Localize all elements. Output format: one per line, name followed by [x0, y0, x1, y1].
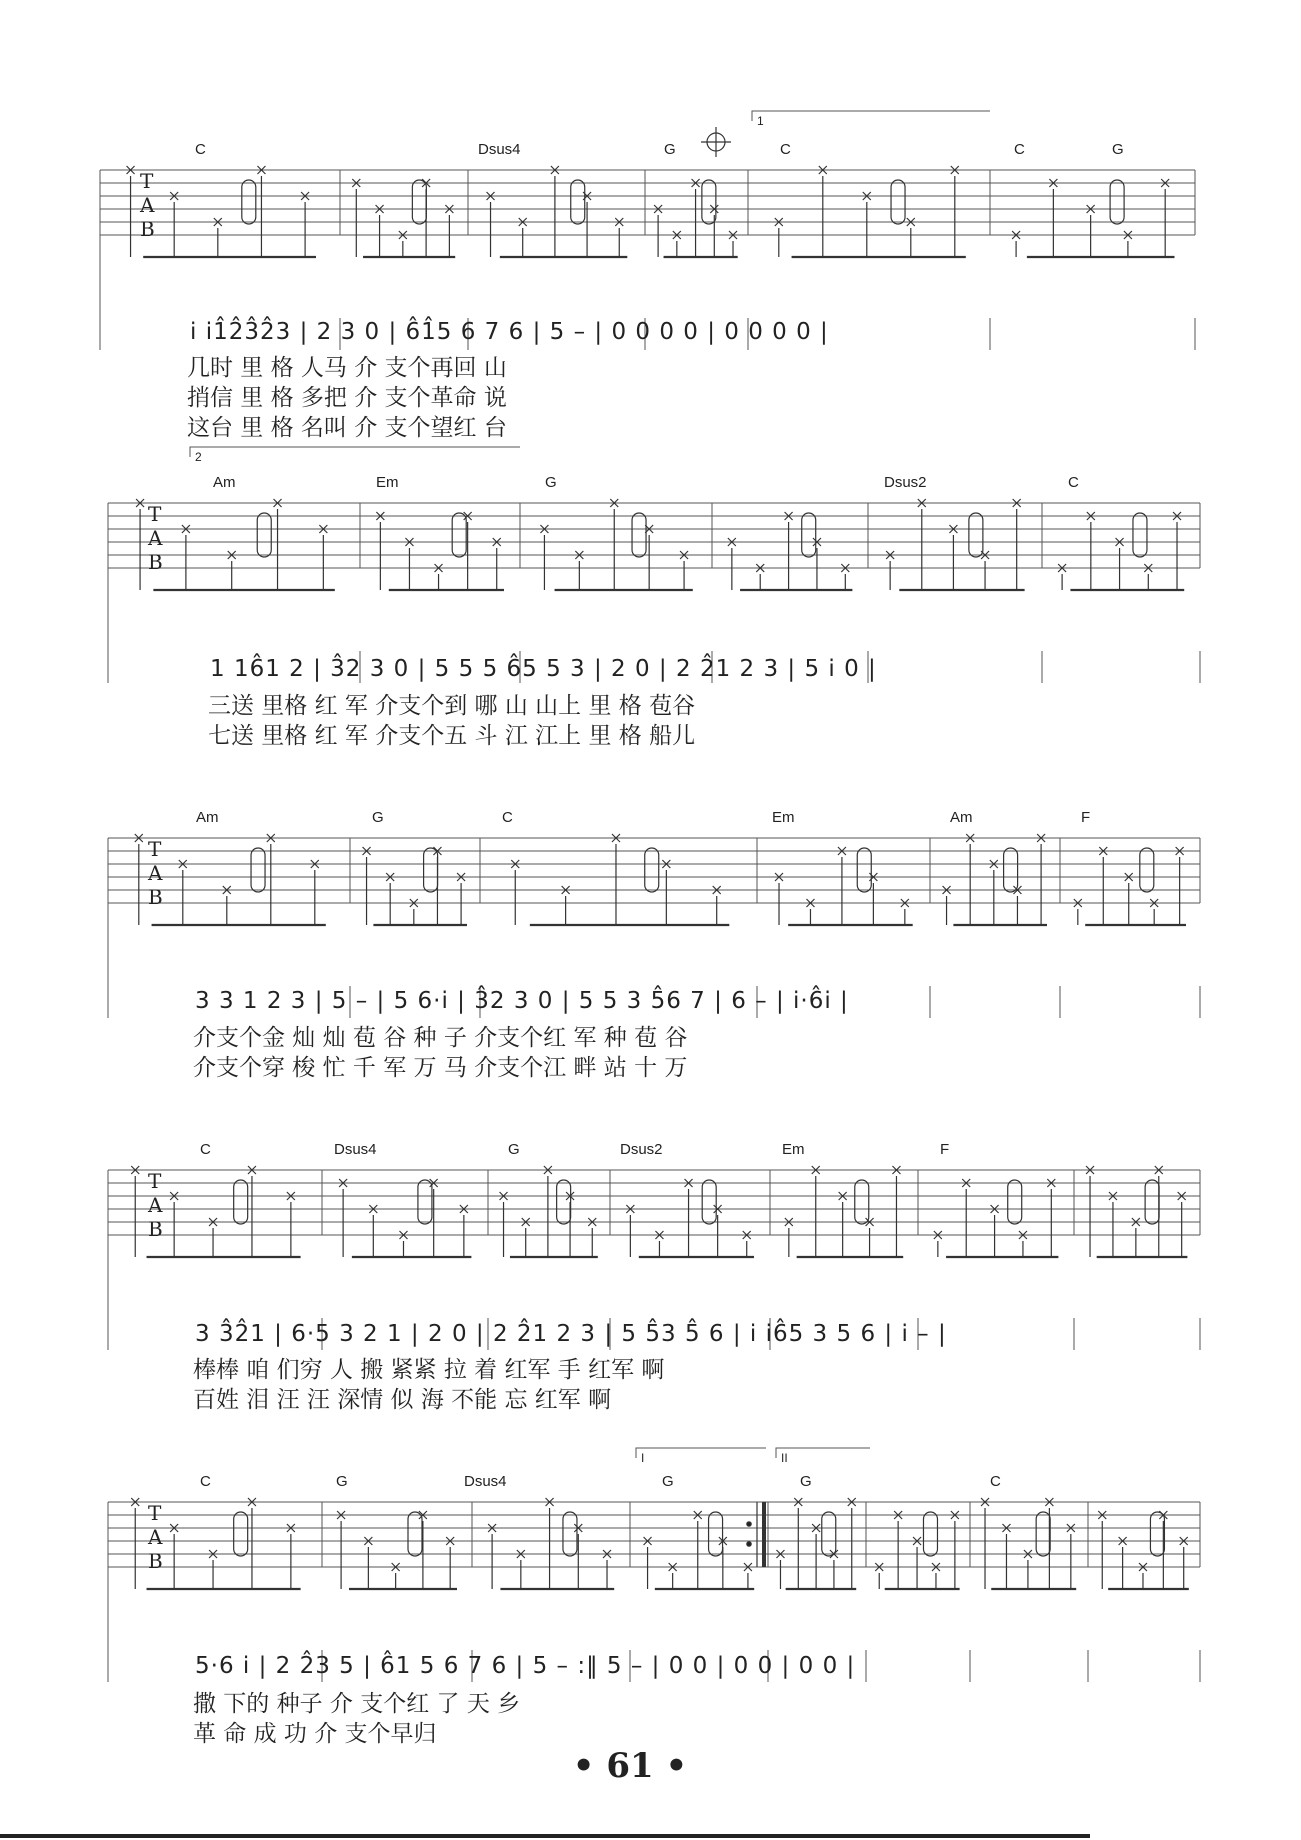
chord-name: C — [200, 1473, 211, 1490]
chord-name: Dsus4 — [334, 1141, 377, 1158]
tab-clef-letter: A — [148, 1193, 163, 1217]
notation-line-4: 3 3̂2̂1 | 6·5 3 2 1 | 2 0 | 2 2̂1 2 3 | 5 5̂3 5̂ 6 | i i6̂5 3 5 6 | i – | — [195, 1321, 947, 1347]
tab-clef-letter: T — [148, 837, 162, 861]
chord-name: Dsus2 — [884, 474, 927, 491]
strum-oval — [822, 1512, 836, 1556]
tab-clef-letter: T — [148, 1169, 162, 1193]
notation-line-5: 5·6 i | 2 2̂3 5 | 6̂1 5 6 7 6 | 5 – :‖ 5 – | 0 0 | 0 0 | 0 0 | — [195, 1653, 856, 1679]
lyrics-5-verse-1: 撒 下的 种子 介 支个红 了 天 乡 — [193, 1691, 521, 1717]
volta-bracket-i-label: I — [641, 1451, 645, 1465]
chord-name: C — [502, 809, 513, 826]
chord-name: C — [1068, 474, 1079, 491]
tab-clef-letter: A — [148, 861, 163, 885]
strum-oval — [557, 1180, 571, 1224]
bottom-rule — [0, 1834, 1090, 1838]
tab-clef-letter: B — [148, 885, 163, 909]
strum-oval — [1140, 848, 1154, 892]
tab-clef-letter: B — [140, 217, 155, 241]
chord-name: C — [195, 141, 206, 158]
chord-name: F — [1081, 809, 1091, 826]
repeat-dot — [747, 1542, 751, 1546]
volta-bracket-ii-label: II — [781, 1451, 788, 1465]
strum-oval — [632, 513, 646, 557]
chord-name: G — [664, 141, 676, 158]
lyrics-3-verse-1: 介支个金 灿 灿 苞 谷 种 子 介支个红 军 种 苞 谷 — [193, 1025, 688, 1051]
chord-name: Am — [213, 474, 236, 491]
chord-name: G — [800, 1473, 812, 1490]
chord-name: Em — [782, 1141, 805, 1158]
strum-oval — [571, 180, 585, 224]
tab-clef-letter: A — [148, 1525, 163, 1549]
chord-name: F — [940, 1141, 950, 1158]
tab-clef-letter: T — [140, 169, 154, 193]
strum-oval — [1150, 1512, 1164, 1556]
chord-name: Am — [950, 809, 973, 826]
chord-name: Em — [376, 474, 399, 491]
tab-clef-letter: T — [148, 502, 162, 526]
chord-name: G — [1112, 141, 1124, 158]
repeat-dot — [747, 1522, 751, 1526]
strum-oval — [969, 513, 983, 557]
tab-clef-letter: T — [148, 1501, 162, 1525]
strum-oval — [242, 180, 256, 224]
strum-oval — [424, 848, 438, 892]
chord-name: G — [508, 1141, 520, 1158]
chord-name: Dsus2 — [620, 1141, 663, 1158]
chord-name: G — [336, 1473, 348, 1490]
lyrics-3-verse-2: 介支个穿 梭 忙 千 军 万 马 介支个江 畔 站 十 万 — [193, 1055, 688, 1081]
lyrics-2-verse-2: 七送 里格 红 军 介支个五 斗 江 江上 里 格 船儿 — [208, 723, 696, 749]
chord-name: C — [780, 141, 791, 158]
chord-name: Dsus4 — [464, 1473, 507, 1490]
notation-line-2: 1 16̂1 2 | 3̂2 3 0 | 5 5 5 6̂5 5 3 | 2 0 | 2 2̂1 2 3 | 5 i 0 | — [210, 656, 877, 682]
strum-oval — [412, 180, 426, 224]
chord-name: Em — [772, 809, 795, 826]
lyrics-5-verse-2: 革 命 成 功 介 支个早归 — [193, 1721, 437, 1747]
volta-bracket-1 — [752, 111, 990, 121]
lyrics-4-verse-2: 百姓 泪 汪 汪 深情 似 海 不能 忘 红军 啊 — [193, 1387, 612, 1413]
lyrics-2-verse-1: 三送 里格 红 军 介支个到 哪 山 山上 里 格 苞谷 — [208, 693, 696, 719]
strum-oval — [1008, 1180, 1022, 1224]
tab-clef-letter: B — [148, 550, 163, 574]
strum-oval — [234, 1512, 248, 1556]
lyrics-1-verse-1: 几时 里 格 人马 介 支个再回 山 — [187, 355, 507, 381]
volta-bracket-1-label: 1 — [757, 114, 764, 128]
notation-line-3: 3 3 1 2 3 | 5 – | 5 6·i | 3̂2 3 0 | 5 5 3 5̂6 7 | 6 – | i·6̂i | — [195, 988, 849, 1014]
tab-clef-letter: A — [140, 193, 155, 217]
strum-oval — [891, 180, 905, 224]
strum-oval — [1110, 180, 1124, 224]
chord-name: G — [662, 1473, 674, 1490]
page-number: • 61 • — [572, 1746, 688, 1786]
strum-oval — [234, 1180, 248, 1224]
strum-oval — [1145, 1180, 1159, 1224]
strum-oval — [802, 513, 816, 557]
lyrics-1-verse-2: 捎信 里 格 多把 介 支个革命 说 — [187, 385, 507, 411]
tab-clef-letter: A — [148, 526, 163, 550]
chord-name: Am — [196, 809, 219, 826]
strum-oval — [857, 848, 871, 892]
chord-name: C — [1014, 141, 1025, 158]
strum-oval — [1133, 513, 1147, 557]
volta-bracket-2 — [190, 447, 520, 457]
tab-clef-letter: B — [148, 1217, 163, 1241]
lyrics-4-verse-1: 棒棒 咱 们穷 人 搬 紧紧 拉 着 红军 手 红军 啊 — [193, 1357, 665, 1383]
volta-bracket-i — [636, 1448, 766, 1458]
chord-name: C — [200, 1141, 211, 1158]
volta-bracket-2-label: 2 — [195, 450, 202, 464]
strum-oval — [257, 513, 271, 557]
strum-oval — [702, 1180, 716, 1224]
volta-bracket-ii — [776, 1448, 870, 1458]
strum-oval — [1004, 848, 1018, 892]
notation-line-1: i i1̂2̂3̂2̂3 | 2 3 0 | 6̂1̂5 6 7 6 | 5 – | 0 0 0 0 | 0 0 0 0 | — [190, 319, 829, 345]
chord-name: C — [990, 1473, 1001, 1490]
tab-clef-letter: B — [148, 1549, 163, 1573]
strum-oval — [709, 1512, 723, 1556]
chord-name: Dsus4 — [478, 141, 521, 158]
lyrics-1-verse-3: 这台 里 格 名叫 介 支个望红 台 — [187, 415, 507, 441]
chord-name: G — [372, 809, 384, 826]
strum-oval — [251, 848, 265, 892]
chord-name: G — [545, 474, 557, 491]
strum-oval — [645, 848, 659, 892]
strum-oval — [855, 1180, 869, 1224]
strum-oval — [563, 1512, 577, 1556]
strum-oval — [923, 1512, 937, 1556]
strum-oval — [1036, 1512, 1050, 1556]
